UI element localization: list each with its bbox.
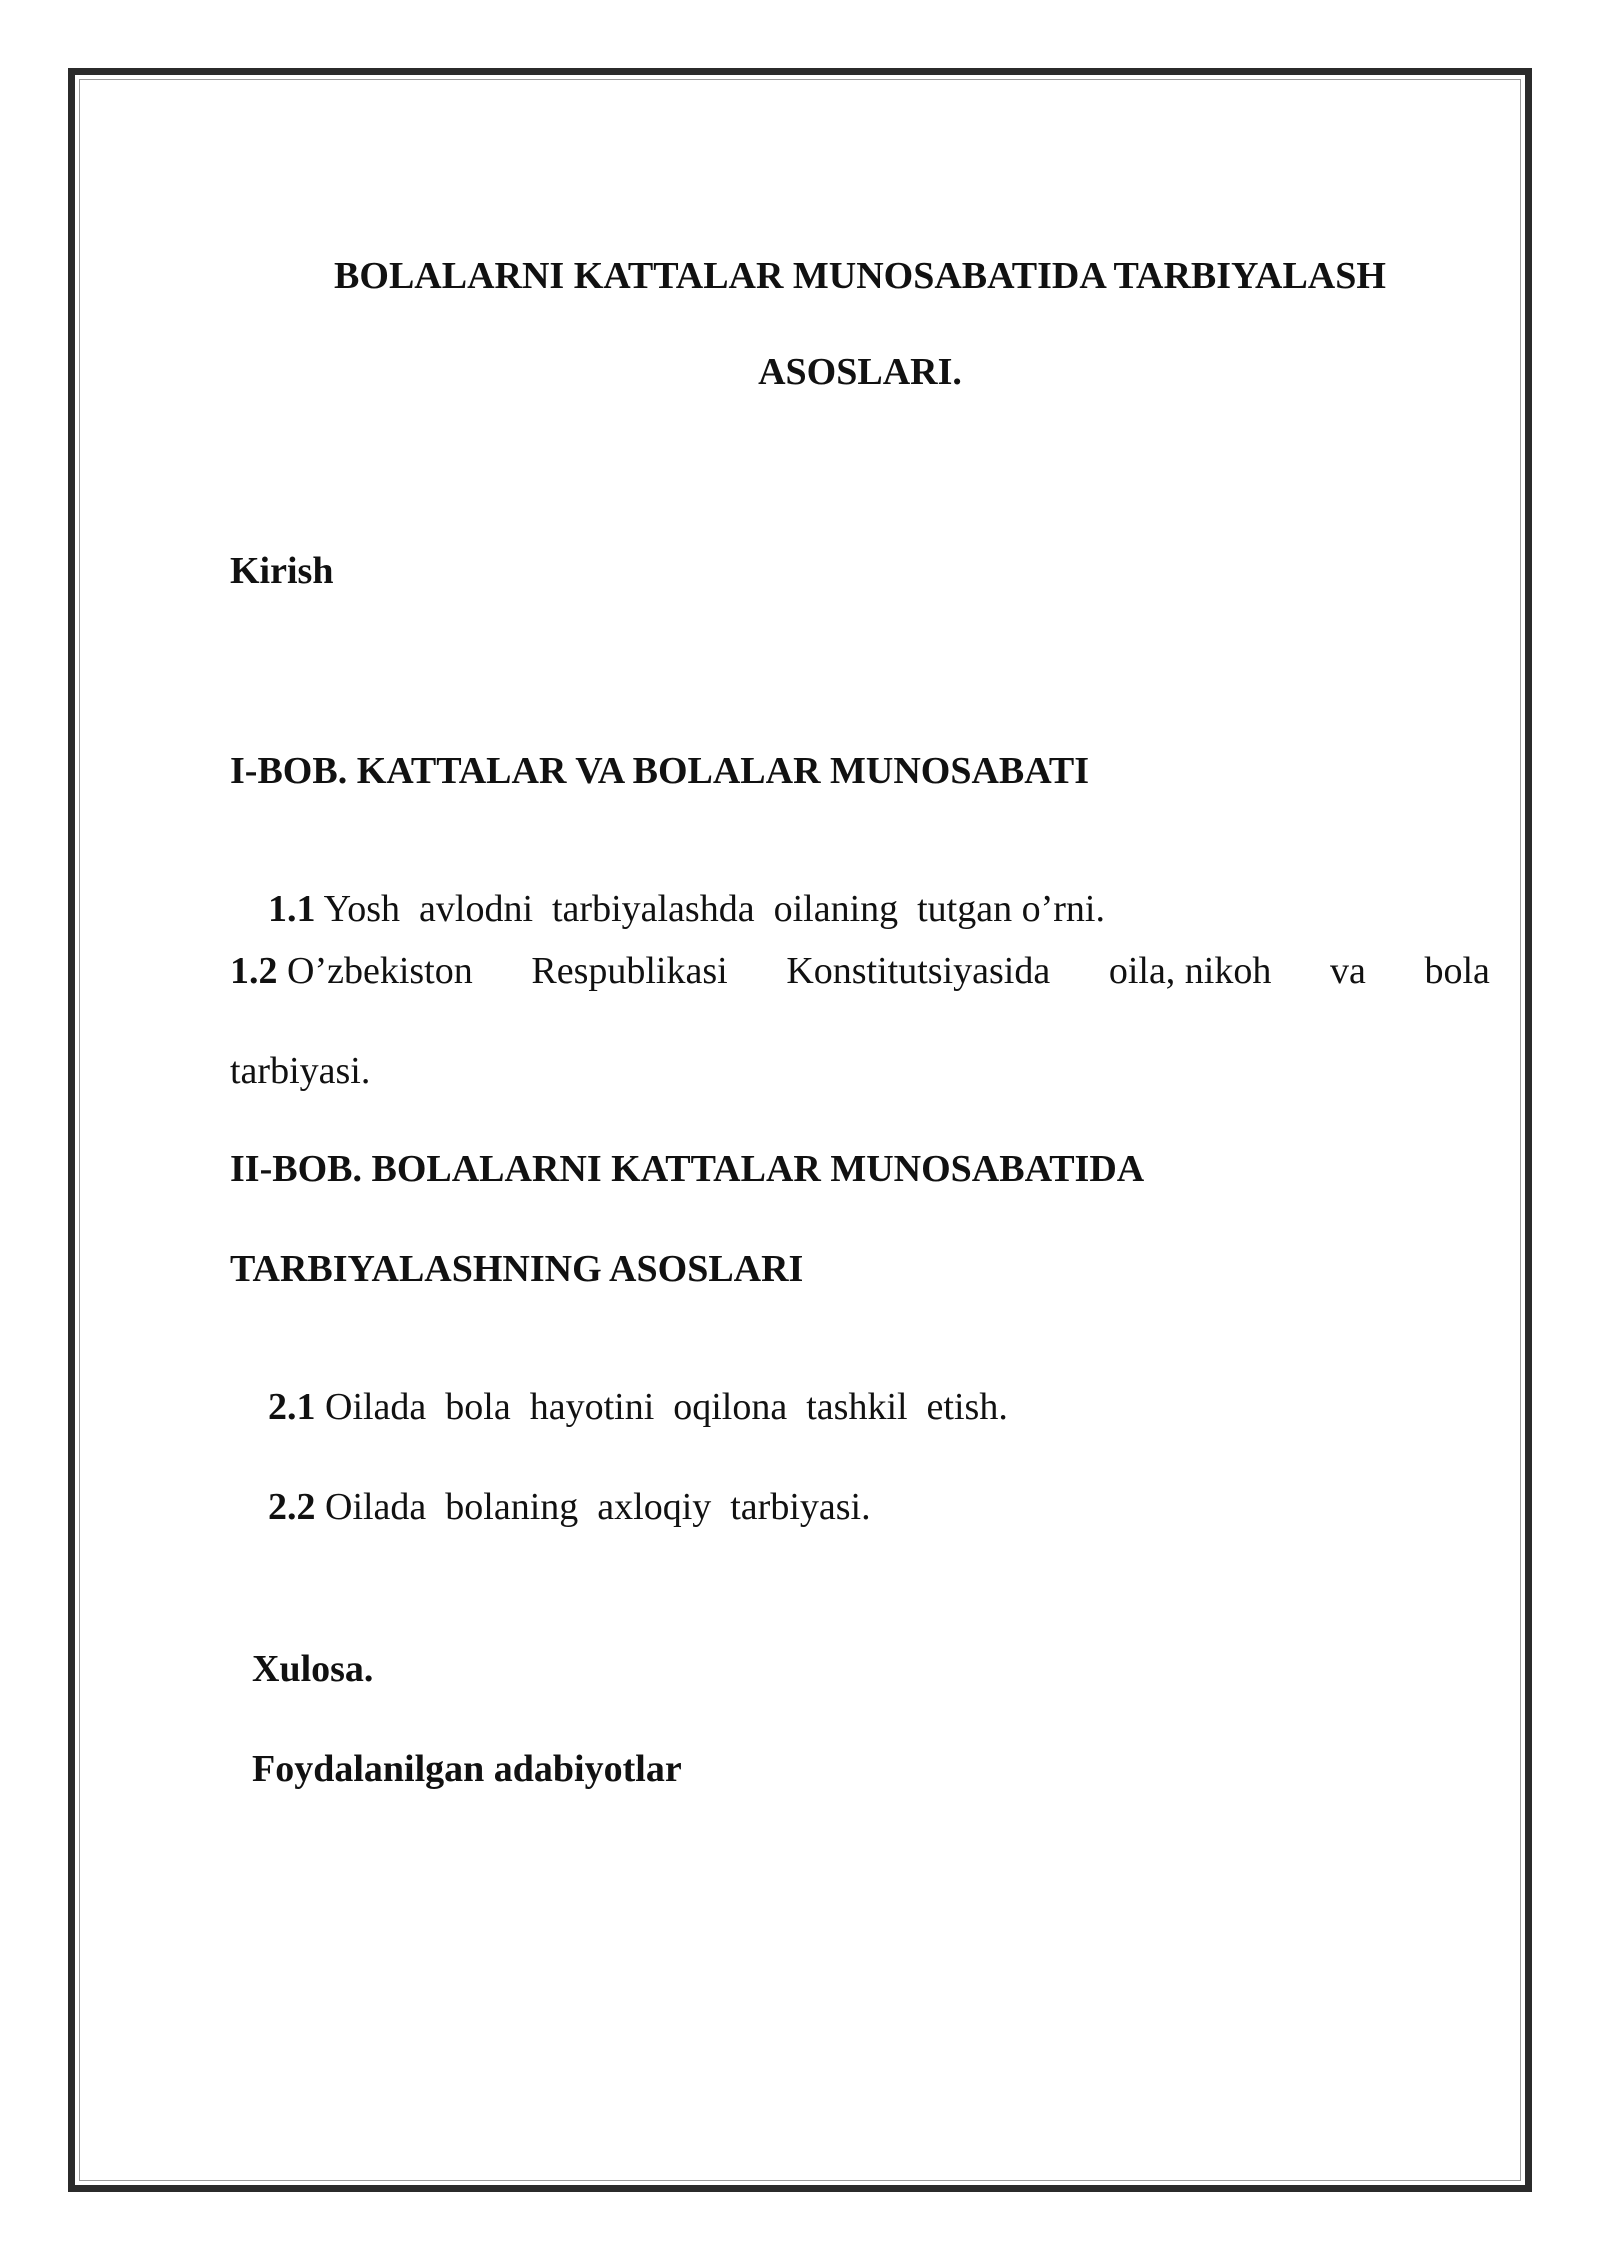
- toc-item-1-2-continuation: tarbiyasi.: [230, 1050, 371, 1092]
- toc-item-word: oila, nikoh: [1108, 950, 1272, 992]
- toc-item-1-1: [230, 852, 1105, 966]
- chapter2-heading-line2: TARBIYALASHNING ASOSLARI: [230, 1248, 804, 1290]
- toc-item-word: Konstitutsiyasida: [786, 950, 1051, 992]
- section-intro: Kirish: [230, 550, 334, 592]
- toc-item-word: O’zbekiston: [287, 950, 473, 992]
- toc-item-number: 2.1: [268, 1386, 316, 1428]
- toc-item-word: Respublikasi: [531, 950, 728, 992]
- toc-item-number: 1.2: [230, 950, 278, 992]
- toc-item-word: bola: [1424, 950, 1490, 992]
- toc-item-number: 2.2: [268, 1486, 316, 1528]
- section-references: Foydalanilgan adabiyotlar: [252, 1748, 682, 1790]
- document-title: BOLALARNI KATTALAR MUNOSABATIDA TARBIYALASH ASOSLARI.: [334, 255, 1386, 393]
- toc-item-text: Oilada bolaning axloqiy tarbiyasi.: [325, 1486, 871, 1528]
- chapter1-heading: I-BOB. KATTALAR VA BOLALAR MUNOSABATI: [230, 750, 1090, 792]
- toc-item-text: Oilada bola hayotini oqilona tashkil etish.: [325, 1386, 1008, 1428]
- toc-item-word: va: [1330, 950, 1366, 992]
- toc-item-2-2: [230, 1450, 871, 1564]
- toc-item-1-2: [230, 952, 1490, 990]
- toc-item-text: Yosh avlodni tarbiyalashda oilaning tutgan o’rni.: [323, 888, 1105, 930]
- toc-item-number: 1.1: [268, 888, 316, 930]
- section-conclusion: Xulosa.: [252, 1648, 374, 1690]
- toc-item-2-1: [230, 1350, 1008, 1464]
- chapter2-heading-line1: II-BOB. BOLALARNI KATTALAR MUNOSABATIDA: [230, 1148, 1145, 1190]
